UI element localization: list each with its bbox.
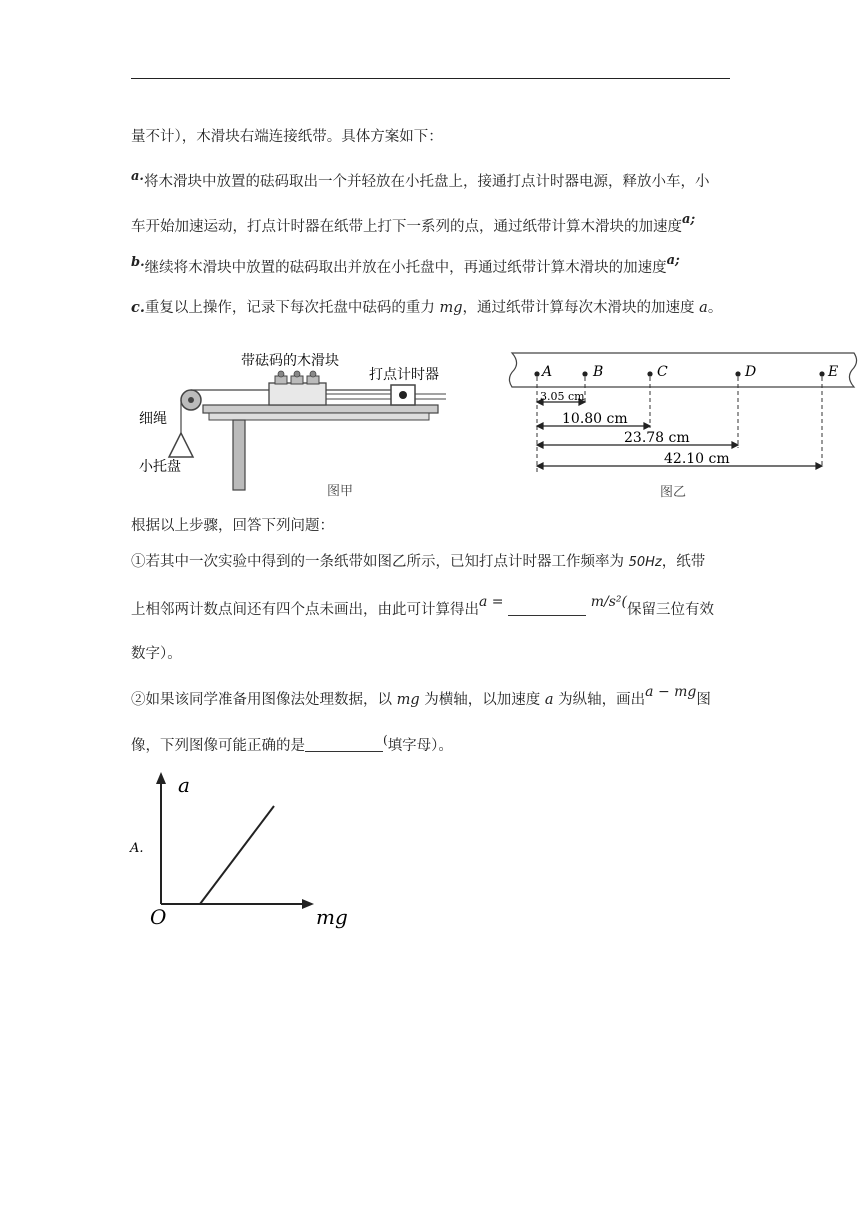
q1-text-a: ①若其中一次实验中得到的一条纸带如图乙所示，已知打点计时器工作频率为: [131, 554, 629, 570]
q2-mg: mg: [396, 692, 420, 708]
q2-answer-blank[interactable]: [305, 737, 383, 752]
q1-text-b: ，纸带: [661, 554, 706, 570]
step-c-text1: 重复以上操作，记录下每次托盘中砝码的重力: [144, 300, 440, 316]
figure-yi: [502, 350, 860, 502]
x-axis-label: mg: [316, 905, 348, 929]
tray-label: 小托盘: [139, 459, 181, 475]
q1-text-c: 上相邻两计数点间还有四个点未画出，由此可计算得出: [131, 602, 479, 618]
q1-answer-blank[interactable]: [508, 601, 586, 616]
timer-label: 打点计时器: [369, 367, 439, 383]
point-a: [534, 371, 539, 376]
step-c-a: a: [699, 300, 708, 316]
step-b-line: [131, 253, 680, 279]
steps-intro-line: [131, 516, 334, 536]
step-b-var: a;: [666, 253, 680, 268]
q1-text-d: 保留三位有效: [627, 602, 715, 618]
caption-yi: 图乙: [660, 485, 687, 500]
step-a-text2: 车开始加速运动，打点计时器在纸带上打下一系列的点，通过纸带计算木滑块的加速度: [131, 219, 682, 235]
option-a-label: A.: [130, 841, 144, 856]
step-a-line1: [131, 169, 710, 193]
block-label: 带砝码的木滑块: [241, 353, 339, 369]
graph-line: [200, 806, 274, 904]
dist-ad: 23.78 cm: [624, 430, 690, 446]
q2-text-f: 填字母）。: [387, 738, 453, 754]
intro-text: 量不计），木滑块右端连接纸带。具体方案如下：: [131, 129, 443, 145]
q2-text-c: 为纵轴，画出: [553, 692, 646, 708]
q2-text-a: ②如果该同学准备用图像法处理数据，以: [131, 692, 397, 708]
dist-ac: 10.80 cm: [562, 411, 628, 427]
step-b-text: 继续将木滑块中放置的砝码取出并放在小托盘中，再通过纸带计算木滑块的加速度: [144, 260, 667, 276]
step-a-line2: [131, 212, 696, 238]
step-c-line: [131, 298, 722, 318]
step-c-label: c.: [131, 299, 145, 316]
step-a-text1: 将木滑块中放置的砝码取出一个并轻放在小托盘上，接通打点计时器电源，释放小车，小: [143, 174, 710, 190]
step-c-mg: mg: [439, 300, 463, 316]
q1-equation: a =: [479, 594, 504, 610]
q1-unit: m/s²(: [590, 594, 628, 610]
point-b: [582, 371, 587, 376]
q2-paren: (: [383, 733, 388, 747]
paragraph-intro: [131, 127, 443, 147]
step-c-text2: ，通过纸带计算每次木滑块的加速度: [462, 300, 700, 316]
y-axis-label: a: [178, 773, 190, 797]
question-1-line2: [131, 594, 715, 620]
q2-a: a: [544, 692, 554, 708]
q2-text-b: 为横轴，以加速度: [419, 692, 545, 708]
point-c-label: C: [657, 364, 668, 380]
point-b-label: B: [593, 364, 604, 380]
q1-freq: 50Hz: [628, 555, 662, 570]
steps-intro: 根据以上步骤，回答下列问题：: [131, 518, 334, 534]
option-a-graph: [126, 768, 366, 934]
y-arrow-icon: [156, 772, 166, 784]
caption-jia: 图甲: [327, 484, 354, 499]
q1-text-e: 数字）。: [131, 646, 182, 662]
question-1-line3: [131, 644, 182, 664]
step-a-var: a;: [682, 212, 696, 227]
origin-label: O: [150, 905, 167, 929]
point-e-label: E: [828, 364, 839, 380]
point-d-label: D: [745, 364, 757, 380]
point-d: [735, 371, 740, 376]
rope-label: 细绳: [139, 411, 167, 427]
step-b-label: b.: [131, 255, 145, 270]
question-2-line1: [131, 684, 711, 710]
q2-text-e: 像，下列图像可能正确的是: [131, 738, 305, 754]
header-rule: [131, 78, 730, 79]
question-2-line2: [131, 733, 453, 756]
figure-jia: [131, 343, 461, 503]
dist-ab: 3.05 cm: [540, 390, 585, 403]
dist-ae: 42.10 cm: [664, 451, 730, 467]
paper-tape: [509, 353, 856, 387]
point-c: [647, 371, 652, 376]
point-e: [819, 371, 824, 376]
point-a-label: A: [542, 364, 553, 380]
step-a-label: a.: [131, 169, 144, 184]
step-c-end: 。: [707, 300, 723, 316]
slider-block: [269, 383, 326, 405]
q2-equation: a − mg: [645, 684, 697, 700]
tray-icon: [169, 433, 193, 457]
q2-text-d: 图: [696, 692, 711, 708]
x-arrow-icon: [302, 899, 314, 909]
question-1-line1: [131, 552, 705, 573]
